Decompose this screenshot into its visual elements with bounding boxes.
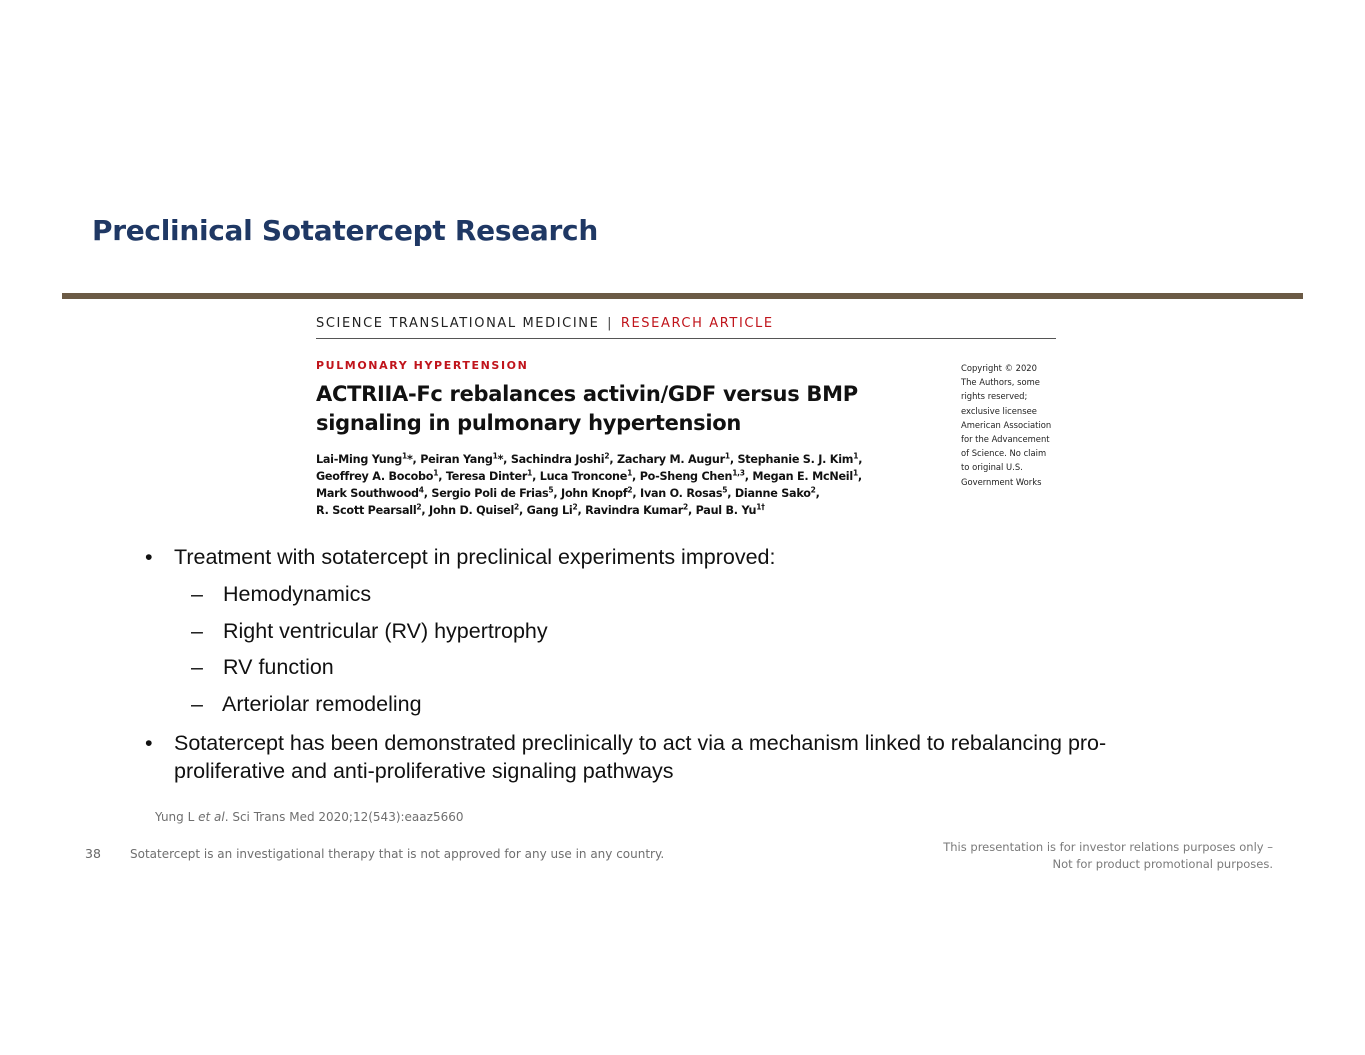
citation-prefix: Yung L <box>155 810 199 824</box>
author-affiliation: 1 <box>492 451 498 461</box>
author-name: Sachindra Joshi <box>510 453 605 466</box>
author-affiliation: 1 <box>853 451 859 461</box>
author-separator: , <box>577 504 586 517</box>
sub-bullet-text: Hemodynamics <box>223 582 372 606</box>
author-affiliation: 4 <box>418 485 424 495</box>
sub-bullet-text: RV function <box>223 655 334 679</box>
author-affiliation: 1 <box>724 451 730 461</box>
copyright-line: Government Works <box>961 476 1042 487</box>
bullet-text <box>174 729 1205 785</box>
author-name: Peiran Yang <box>420 453 493 466</box>
copyright-line: rights reserved; <box>961 391 1028 402</box>
bullet-marker: • <box>145 545 153 569</box>
author-separator: , <box>632 470 640 483</box>
author-separator: , <box>423 487 432 500</box>
author-name: Gang Li <box>526 504 573 517</box>
copyright-line: to original U.S. <box>961 462 1023 473</box>
author-line <box>316 485 916 502</box>
copyright-line: The Authors, some <box>961 377 1040 388</box>
journal-name: SCIENCE TRANSLATIONAL MEDICINE <box>316 316 600 331</box>
author-affiliation: 2 <box>572 502 578 512</box>
author-affiliation: 1† <box>756 502 765 512</box>
sub-bullet-text: Arteriolar remodeling <box>222 692 422 716</box>
author-affiliation: 2 <box>627 485 633 495</box>
author-separator: , <box>727 487 735 500</box>
author-name: Sergio Poli de Frias <box>431 487 549 500</box>
author-name: Paul B. Yu <box>695 504 757 517</box>
paper-title-line: ACTRIIA-Fc rebalances activin/GDF versus BMP <box>316 382 858 406</box>
regulatory-disclaimer: Sotatercept is an investigational therapy that is not approved for any use in any country. <box>130 847 665 861</box>
author-affiliation: 1 <box>627 468 633 478</box>
article-category: PULMONARY HYPERTENSION <box>316 359 529 372</box>
author-affiliation: 1 <box>852 468 858 478</box>
citation <box>155 810 463 824</box>
author-line <box>316 502 916 519</box>
bullet-text-line: proliferative and anti-proliferative signaling pathways <box>174 759 674 783</box>
copyright-line: for the Advancement <box>961 434 1050 445</box>
author-separator: , <box>744 470 753 483</box>
author-separator: , <box>519 504 527 517</box>
sub-bullet-item <box>191 692 422 717</box>
citation-suffix: . Sci Trans Med 2020;12(543):eaaz5660 <box>224 810 464 824</box>
author-affiliation: 2 <box>416 502 422 512</box>
copyright-line: exclusive licensee <box>961 405 1037 416</box>
author-separator: , <box>421 504 430 517</box>
author-separator: , <box>438 470 446 483</box>
author-name: Mark Southwood <box>316 487 419 500</box>
author-name: Zachary M. Augur <box>616 453 725 466</box>
author-separator: , <box>857 470 862 483</box>
author-name: Ivan O. Rosas <box>640 487 723 500</box>
paper-title-line: signaling in pulmonary hypertension <box>316 411 742 435</box>
author-separator: , <box>632 487 641 500</box>
author-affiliation: 2 <box>604 451 610 461</box>
author-name: Teresa Dinter <box>445 470 528 483</box>
author-affiliation: 2 <box>514 502 520 512</box>
bullet-item <box>145 729 1205 785</box>
author-separator: , <box>687 504 696 517</box>
investor-disclaimer-line: This presentation is for investor relations purposes only – <box>943 840 1273 854</box>
author-separator: , <box>729 453 738 466</box>
copyright-notice <box>961 361 1071 489</box>
author-affiliation: 2 <box>810 485 816 495</box>
slide-title: Preclinical Sotatercept Research <box>92 214 598 247</box>
author-name: Megan E. McNeil <box>752 470 853 483</box>
author-affiliation: 5 <box>722 485 728 495</box>
author-affiliation: 1 <box>433 468 439 478</box>
author-separator: *, <box>406 453 421 466</box>
author-separator: , <box>858 453 863 466</box>
author-name: Stephanie S. J. Kim <box>737 453 854 466</box>
investor-disclaimer-line: Not for product promotional purposes. <box>1052 857 1273 871</box>
author-name: John Knopf <box>561 487 628 500</box>
investor-disclaimer <box>943 839 1273 873</box>
author-separator: , <box>532 470 540 483</box>
author-affiliation: 1 <box>527 468 533 478</box>
dash-marker: – <box>191 692 203 716</box>
dash-marker: – <box>191 655 203 679</box>
sub-bullet-item <box>191 582 371 607</box>
author-name: Lai-Ming Yung <box>316 453 402 466</box>
author-name: R. Scott Pearsall <box>316 504 417 517</box>
bullet-marker: • <box>145 731 153 755</box>
author-line <box>316 451 916 468</box>
page-number: 38 <box>85 846 101 861</box>
copyright-line: Copyright © 2020 <box>961 363 1037 373</box>
copyright-line: American Association <box>961 419 1052 430</box>
title-divider <box>62 293 1303 299</box>
paper-title <box>316 380 896 438</box>
journal-separator: | <box>607 316 614 331</box>
bullet-text: Treatment with sotatercept in preclinical experiments improved: <box>174 545 776 569</box>
author-name: Geoffrey A. Bocobo <box>316 470 434 483</box>
author-affiliation: 1 <box>401 451 407 461</box>
journal-header <box>316 316 1056 339</box>
author-name: Ravindra Kumar <box>585 504 684 517</box>
sub-bullet-text: Right ventricular (RV) hypertrophy <box>223 619 548 643</box>
author-name: Luca Troncone <box>539 470 628 483</box>
author-list <box>316 451 916 519</box>
bullet-item <box>145 545 775 570</box>
sub-bullet-item <box>191 619 548 644</box>
dash-marker: – <box>191 582 203 606</box>
author-name: Po-Sheng Chen <box>639 470 733 483</box>
author-separator: , <box>609 453 617 466</box>
bullet-text-line: Sotatercept has been demonstrated preclinically to act via a mechanism linked to rebalancing pro- <box>174 731 1107 755</box>
author-separator: , <box>553 487 562 500</box>
author-name: John D. Quisel <box>429 504 515 517</box>
copyright-line: of Science. No claim <box>961 448 1047 459</box>
author-affiliation: 1,3 <box>732 468 745 478</box>
author-affiliation: 2 <box>683 502 688 512</box>
author-separator: *, <box>497 453 511 466</box>
article-type: RESEARCH ARTICLE <box>620 316 774 331</box>
citation-italic: et al <box>198 810 225 824</box>
author-separator: , <box>815 487 820 500</box>
author-name: Dianne Sako <box>734 487 811 500</box>
author-line <box>316 468 916 485</box>
sub-bullet-item <box>191 655 334 680</box>
dash-marker: – <box>191 619 203 643</box>
author-affiliation: 5 <box>548 485 554 495</box>
